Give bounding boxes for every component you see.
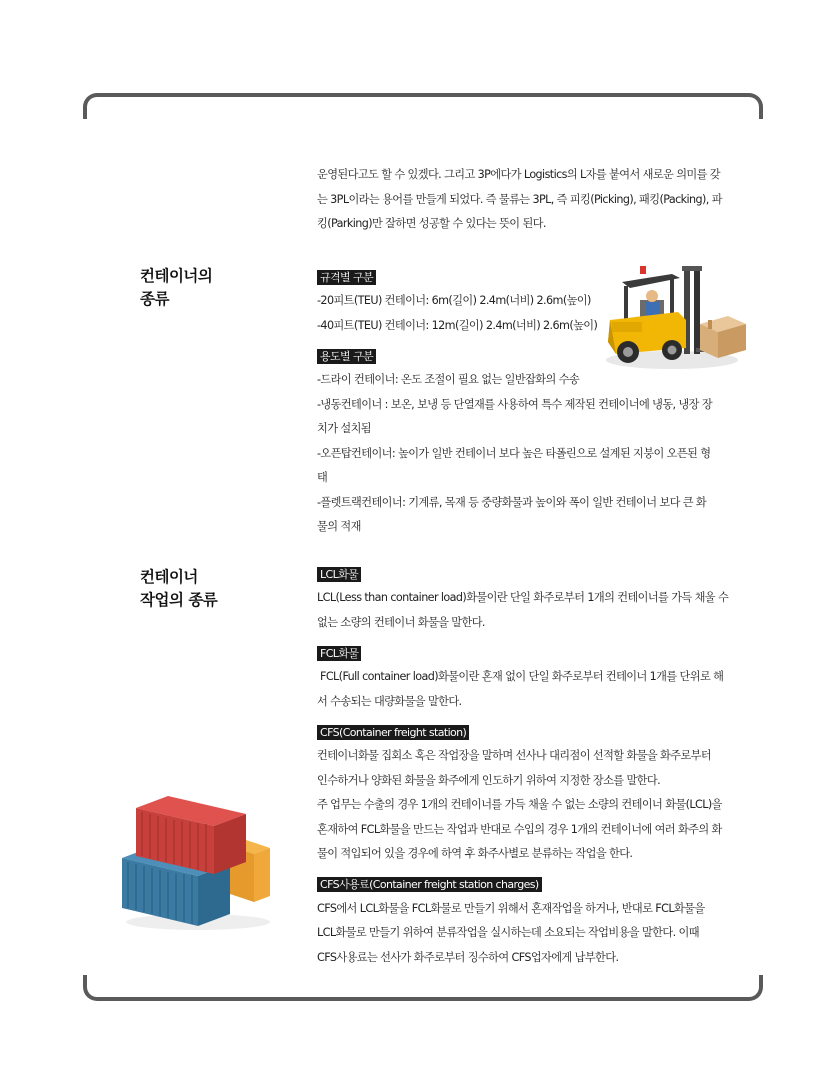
label-cfs: CFS(Container freight station) — [317, 725, 469, 740]
use-line: -오픈탑컨테이너: 높이가 일반 컨테이너 보다 높은 타폴린으로 설계된 지붕이 오픈된 형 — [317, 446, 711, 460]
section-heading-container-types — [140, 265, 212, 311]
heading-line: 작업의 종류 — [140, 591, 218, 609]
use-line: 물의 적재 — [317, 520, 361, 533]
cfs-line: 인수하거나 양화된 화물을 화주에게 인도하기 위하여 지정한 장소를 말한다. — [317, 773, 661, 787]
charge-line: LCL화물로 만들기 위하여 분류작업을 실시하는데 소요되는 작업비용을 말한다. 이때 — [317, 926, 699, 939]
heading-line: 종류 — [140, 290, 169, 308]
intro-line: 킹(Parking)만 잘하면 성공할 수 있다는 뜻이 된다. — [317, 217, 546, 230]
use-line: 태 — [317, 471, 328, 484]
cfs-line: 혼재하여 FCL화물을 만드는 작업과 반대로 수입의 경우 1개의 컨테이너에 여러 화주의 화 — [317, 822, 722, 836]
charge-line: CFS에서 LCL화물을 FCL화물로 만들기 위해서 혼재작업을 하거나, 반대로 FCL화물을 — [317, 901, 705, 915]
cfs-line: 주 업무는 수출의 경우 1개의 컨테이너를 가득 채울 수 없는 소량의 컨테이너 화물(LCL)을 — [317, 798, 722, 811]
section-heading-container-operations — [140, 566, 217, 612]
label-cfs-charges: CFS사용료(Container freight station charges) — [317, 877, 542, 892]
label-by-size: 규격별 구분 — [317, 270, 376, 285]
size-line: -40피트(TEU) 컨테이너: 12m(길이) 2.4m(너비) 2.6m(높이) — [317, 318, 598, 332]
lcl-line: 없는 소량의 컨테이너 화물을 말한다. — [317, 615, 485, 629]
intro-line: 운영된다고도 할 수 있겠다. 그리고 3P에다가 Logistics의 L자를 붙여서 새로운 의미를 갖 — [317, 168, 720, 181]
fcl-line: 서 수송되는 대량화물을 말한다. — [317, 694, 462, 708]
section-container-operations-body — [317, 562, 737, 970]
cfs-line: 컨테이너화물 집회소 혹은 작업장을 말하며 선사나 대리점이 선적할 화물을 화주로부터 — [317, 749, 712, 762]
label-by-use: 용도별 구분 — [317, 349, 376, 364]
section-container-types-body — [317, 265, 737, 540]
size-line: -20피트(TEU) 컨테이너: 6m(길이) 2.4m(너비) 2.6m(높이) — [317, 294, 591, 307]
page-frame-bottom — [83, 975, 763, 1001]
cfs-line: 물이 적입되어 있을 경우에 하역 후 화주사별로 분류하는 작업을 한다. — [317, 847, 633, 860]
heading-line: 컨테이너의 — [140, 267, 213, 285]
page-frame-top — [83, 93, 763, 119]
intro-line: 는 3PL이라는 용어를 만들게 되었다. 즉 물류는 3PL, 즉 피킹(Picking), 패킹(Packing), 파 — [317, 192, 722, 206]
intro-paragraph — [317, 163, 737, 237]
charge-line: CFS사용료는 선사가 화주로부터 징수하여 CFS업자에게 납부한다. — [317, 950, 619, 964]
lcl-line: LCL(Less than container load)화물이란 단일 화주로부터 1개의 컨테이너를 가득 채울 수 — [317, 591, 729, 604]
use-line: -플렛트랙컨테이너: 기계류, 목재 등 중량화물과 높이와 폭이 일반 컨테이너 보다 큰 화 — [317, 495, 707, 509]
use-line: 치가 설치됨 — [317, 422, 371, 435]
use-line: -드라이 컨테이너: 온도 조절이 필요 없는 일반잡화의 수송 — [317, 373, 580, 386]
shipping-containers-illustration — [118, 792, 278, 932]
label-lcl: LCL화물 — [317, 567, 361, 582]
use-line: -냉동컨테이너 : 보온, 보냉 등 단열재를 사용하여 특수 제작된 컨테이너에 냉동, 냉장 장 — [317, 397, 713, 411]
heading-line: 컨테이너 — [140, 568, 198, 586]
fcl-line: FCL(Full container load)화물이란 혼재 없이 단일 화주로부터 컨테이너 1개를 단위로 해 — [320, 670, 724, 683]
label-fcl: FCL화물 — [317, 646, 361, 661]
